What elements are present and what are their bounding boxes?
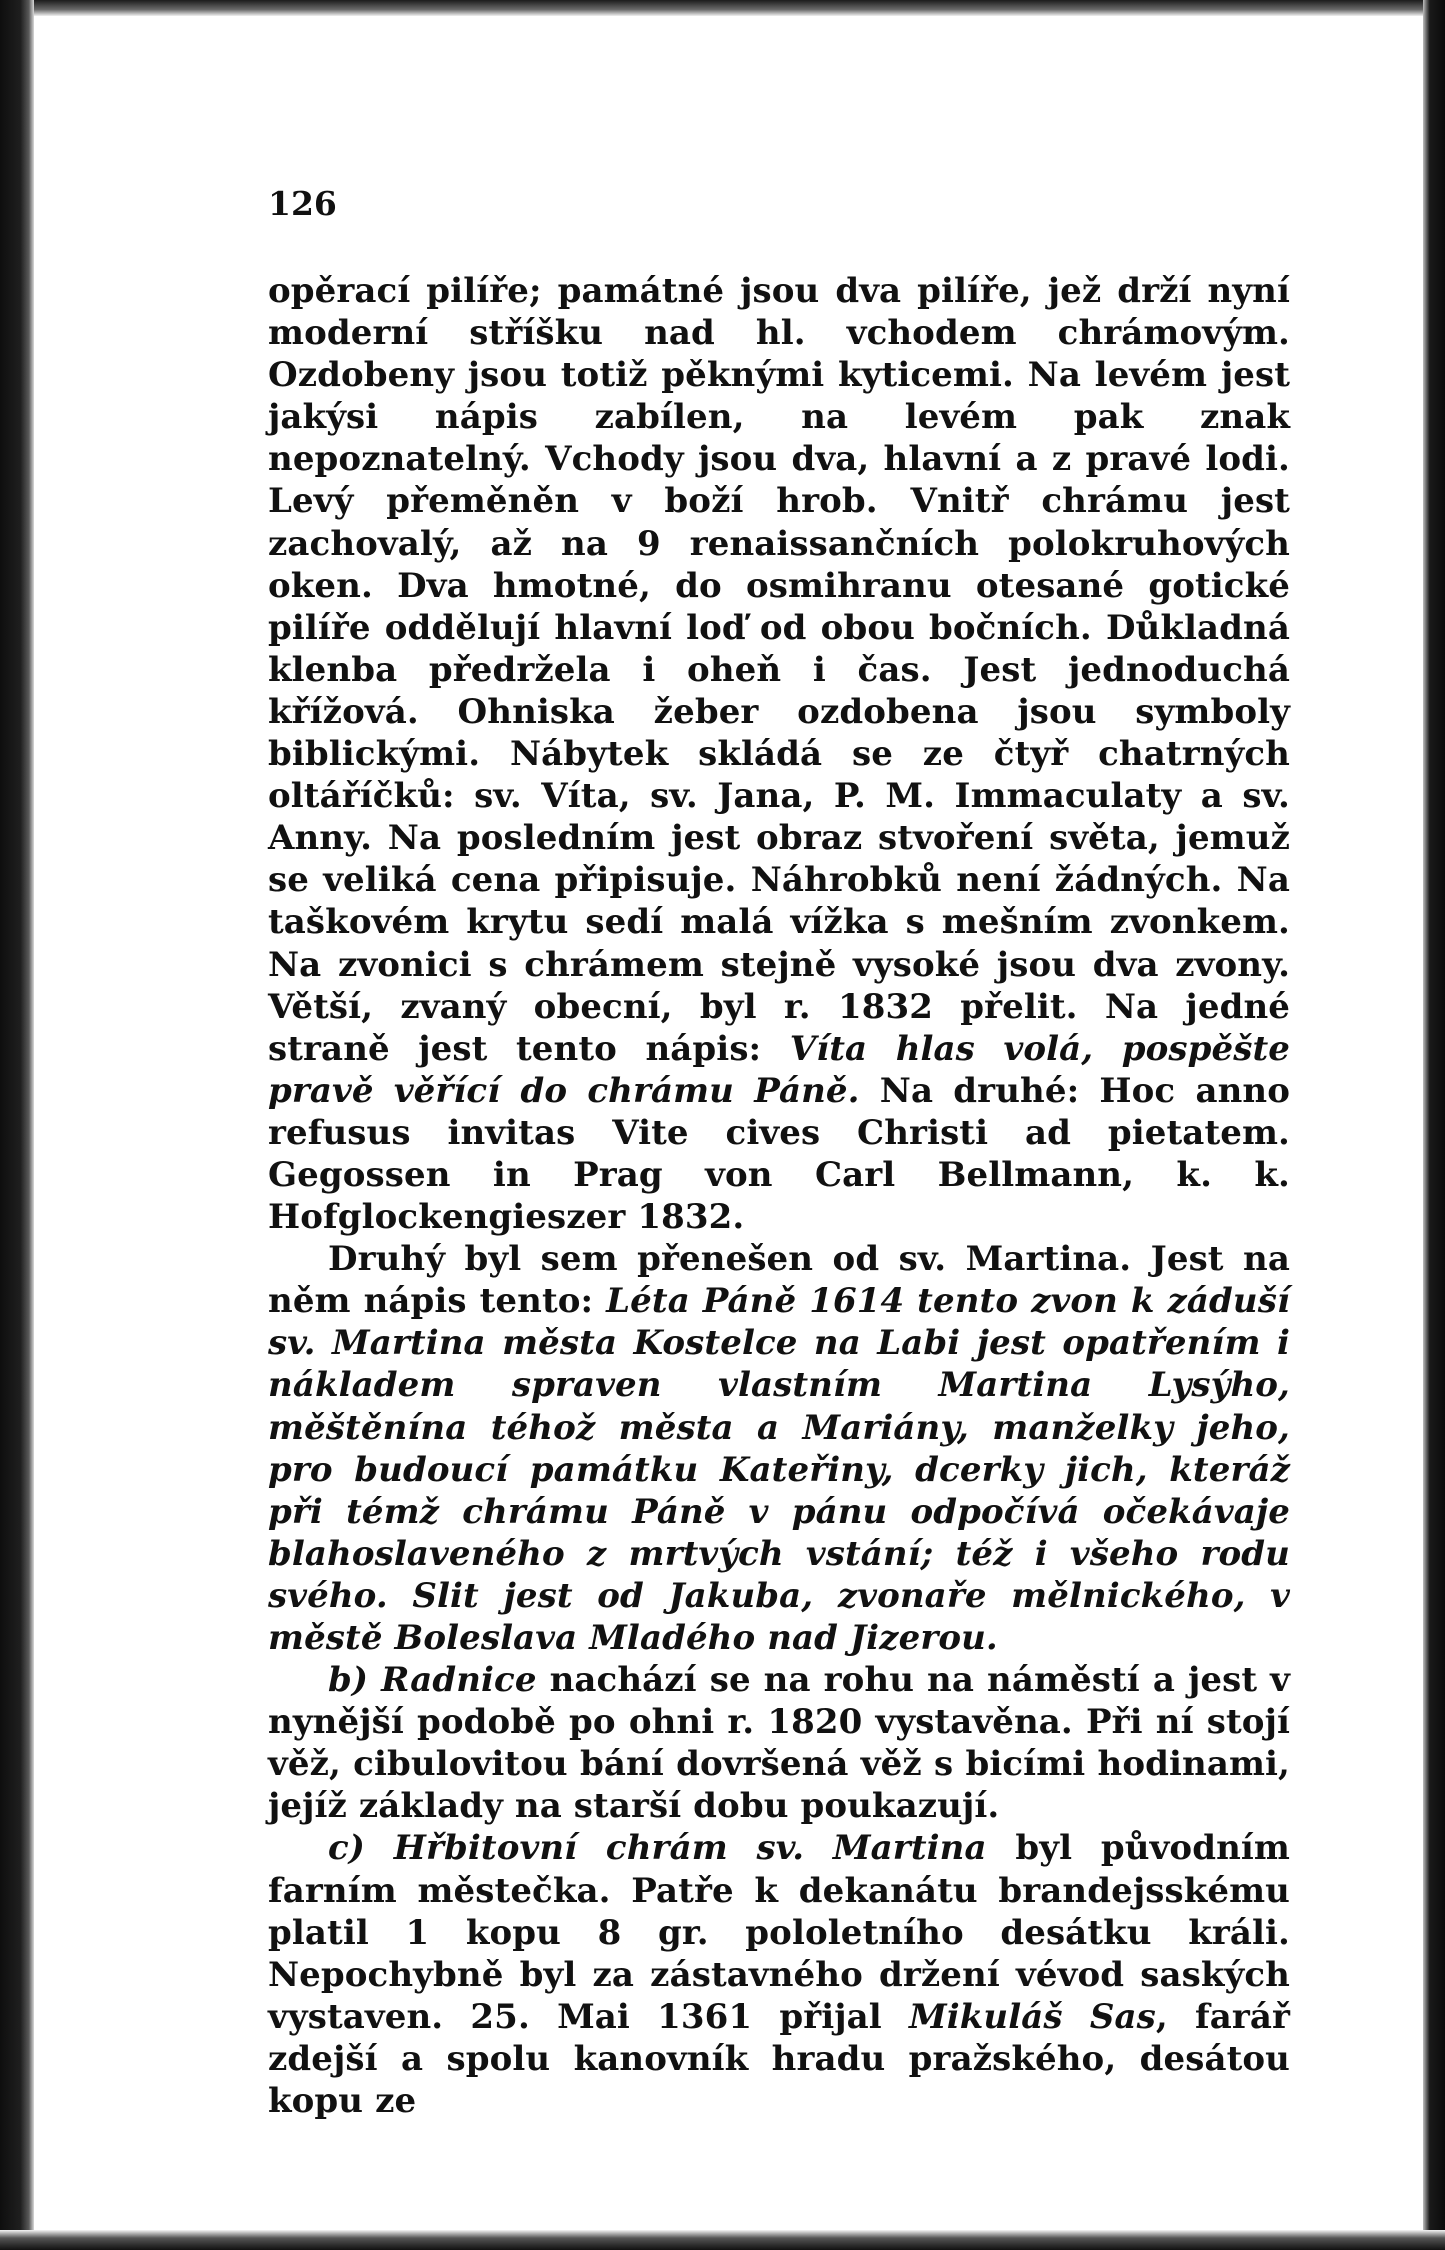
bell-inscription-second: Léta Páně 1614 tento zvon k záduší sv. Martina města Kostelce na Labi jest opatřením i nákladem spraven vlastním Martina Lysýho, měštěnína téhož města a Mariány, manželky jeho, pro budoucí památku Kateřiny, dcerky jich, kteráž při témž chrámu Páně v pánu odpočívá očekávaje blahoslaveného z mrtvých vstání; též i všeho rodu svého. Slit jest od Jakuba, zvonaře mělnického, v městě Boleslava Mladého nad Jizerou.	[268, 1281, 1290, 1658]
text-run: opěrací pilíře; památné jsou dva pilíře, jež drží nyní moderní stříšku nad hl. vchodem chrámovým. Ozdobeny jsou totiž pěknými kyticemi. Na levém jest jakýsi nápis zabílen, na levém pak znak nepoznatelný. Vchody jsou dva, hlavní a z pravé lodi. Levý přeměněn v boží hrob. Vnitř chrámu jest zachovalý, až na 9 renaissančních polokruhových oken. Dva hmotné, do osmihranu otesané gotické pilíře oddělují hlavní loď od obou bočních. Důkladná klenba předržela i oheň i čas. Jest jednoduchá křížová. Ohniska žeber ozdobena jsou symboly biblickými. Nábytek skládá se ze čtyř chatrných oltáříčků: sv. Víta, sv. Jana, P. M. Immaculaty a sv. Anny. Na posledním jest obraz stvoření světa, jemuž se veliká cena připisuje. Náhrobků není žádných. Na taškovém krytu sedí malá vížka s mešním zvonkem. Na zvonici s chrámem stejně vysoké jsou dva zvony. Větší, zvaný obecní, byl r. 1832 přelit. Na jedné straně jest tento nápis:	[268, 271, 1290, 1069]
page-number: 126	[268, 184, 337, 223]
paragraph	[268, 1827, 1290, 2122]
text-run: Na druhé: Hoc anno refusus invitas Vite cives Christi ad pietatem. Gegossen in Prag von Carl Bellmann, k. k. Hofglockengieszer 1832.	[268, 1070, 1290, 1238]
scan-border-right	[1423, 0, 1445, 2250]
text-run: nachází se na rohu na náměstí a jest v nynější podobě po ohni r. 1820 vystavěna. Při ní stojí věž, cibulovitou bání dovršená věž s bicími hodinami, jejíž základy na starší dobu poukazují.	[268, 1660, 1290, 1827]
paragraph	[268, 270, 1290, 1238]
text-run: , farář zdejší a spolu kanovník hradu pražského, desátou kopu ze	[268, 1996, 1291, 2122]
scan-border-top	[0, 0, 1445, 16]
person-name: Mikuláš Sas	[909, 1996, 1156, 2037]
body-text	[268, 270, 1290, 2122]
section-heading-martin-church: c) Hřbitovní chrám sv. Martina	[328, 1828, 987, 1869]
paragraph	[268, 1659, 1290, 1827]
scan-border-bottom	[0, 2230, 1445, 2250]
bell-inscription-czech: Víta hlas volá, pospěšte pravě věřící do chrámu Páně.	[268, 1028, 1290, 1111]
section-letter: b)	[328, 1660, 382, 1701]
scan-border-left	[0, 0, 34, 2250]
paragraph	[268, 1238, 1290, 1659]
text-run: Druhý byl sem přenešen od sv. Martina. Jest na něm nápis tento:	[268, 1239, 1290, 1322]
text-run: byl původním farním městečka. Patře k dekanátu brandejsskému platil 1 kopu 8 gr. pololetního desátku králi. Nepochybně byl za zástavného držení vévod saských vystaven. 25. Mai 1361 přijal	[268, 1828, 1290, 2037]
page-content	[268, 180, 1290, 2122]
section-heading-radnice: Radnice	[381, 1660, 537, 1701]
